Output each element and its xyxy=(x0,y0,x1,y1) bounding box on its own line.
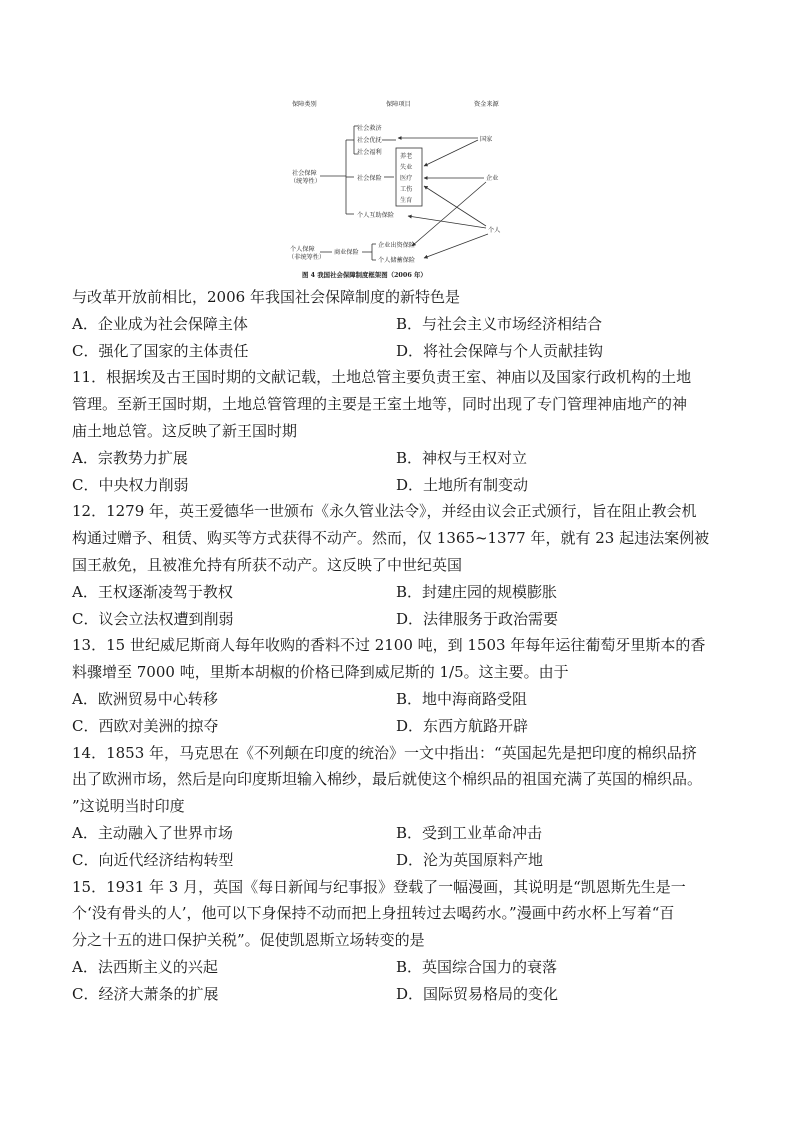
label-social-security-note: （统筹性） xyxy=(290,178,321,185)
q10-options-row-2 xyxy=(72,338,724,365)
q15-option-c: C．经济大萧条的扩展 xyxy=(72,984,219,1003)
q10-stem: 与改革开放前相比，2006 年我国社会保障制度的新特色是 xyxy=(72,288,460,306)
header-item: 保障项目 xyxy=(386,101,411,108)
q14-stem-line-2: 出了欧洲市场，然后是向印度斯坦输入棉纱，最后就使这个棉织品的祖国充满了英国的棉织品。 xyxy=(72,770,703,789)
q15-options-row-2 xyxy=(72,981,724,1008)
q10-option-d: D．将社会保障与个人贡献挂钩 xyxy=(396,341,604,360)
label-unemployment: 失业 xyxy=(400,164,413,171)
q11-stem-line-1: 11．根据埃及古王国时期的文献记载，土地总管主要负责王室、神庙以及国家行政机构的土地 xyxy=(72,368,692,387)
q12-options-row-2 xyxy=(72,606,724,633)
arrow-state-to-insurance xyxy=(424,140,478,166)
header-source: 资金来源 xyxy=(474,101,499,108)
q13-option-b: B．地中海商路受阻 xyxy=(396,689,528,708)
q13-option-d: D．东西方航路开辟 xyxy=(396,716,529,735)
q13-option-c: C．西欧对美洲的掠夺 xyxy=(72,716,219,735)
q14-option-b: B．受到工业革命冲击 xyxy=(396,823,543,842)
label-personal-security-note: （非统筹性） xyxy=(288,254,326,261)
q14-option-d: D．沦为英国原料产地 xyxy=(396,850,544,869)
arrow-individual-to-mutual-aid xyxy=(408,216,486,228)
questions xyxy=(72,284,724,1008)
q13-option-a: A．欧洲贸易中心转移 xyxy=(72,689,218,708)
q10-options-row-1 xyxy=(72,311,724,338)
label-social-relief: 社会救济 xyxy=(357,125,382,132)
q15-stem-line-3: 分之十五的进口保护关税”。促使凯恩斯立场转变的是 xyxy=(72,931,425,950)
label-social-welfare: 社会福利 xyxy=(357,149,382,156)
diagram-svg xyxy=(284,96,514,282)
q13-stem-line-1: 13．15 世纪威尼斯商人每年收购的香料不过 2100 吨，到 1503 年每年运往葡萄牙里斯本的香 xyxy=(72,636,706,655)
q15-stem-line-2: 个‘没有骨头的人’，他可以下身保持不动而把上身扭转过去喝药水。”漫画中药水杯上写着“百 xyxy=(72,904,675,923)
label-enterprise-paid: 企业出资保险 xyxy=(378,242,416,249)
q11-stem-line-2: 管理。至新王国时期，土地总管管理的主要是王室土地等，同时出现了专门管理神庙地产的神 xyxy=(72,395,688,414)
q12-option-d: D．法律服务于政治需要 xyxy=(396,609,559,628)
q12-stem-line-2: 构通过赠予、租赁、购买等方式获得不动产。然而，仅 1365~1377 年，就有 23 起违法案例被 xyxy=(72,529,710,548)
label-social-insurance: 社会保险 xyxy=(357,175,382,182)
q11-option-b: B．神权与王权对立 xyxy=(396,448,528,467)
q15-option-a: A．法西斯主义的兴起 xyxy=(72,957,218,976)
label-personal-savings: 个人储蓄保险 xyxy=(378,257,416,264)
label-commercial-insurance: 商业保险 xyxy=(334,249,359,256)
q14-option-a: A．主动融入了世界市场 xyxy=(72,823,233,842)
q12-stem-line-3: 国王赦免，且被准允持有所获不动产。这反映了中世纪英国 xyxy=(72,555,463,574)
q10-option-c: C．强化了国家的主体责任 xyxy=(72,341,249,360)
q14-options-row-1 xyxy=(72,820,724,847)
q12-stem-line-1: 12．1279 年，英王爱德华一世颁布《永久管业法令》，并经由议会正式颁行，旨在阻止教会机 xyxy=(72,502,697,521)
figure-caption: 图 4 我国社会保障制度框架图（2006 年） xyxy=(302,271,427,279)
q11-stem-line-3: 庙土地总管。这反映了新王国时期 xyxy=(72,421,298,440)
arrow-enterprise-to-commercial xyxy=(412,182,486,246)
label-social-preferential: 社会优抚 xyxy=(357,137,382,144)
q14-options-row-2 xyxy=(72,847,724,874)
q13-options-row-2 xyxy=(72,713,724,740)
q11-option-c: C．中央权力削弱 xyxy=(72,475,189,494)
q13-options-row-1 xyxy=(72,686,724,713)
q13-stem-line-2: 料骤增至 7000 吨，里斯本胡椒的价格已降到威尼斯的 1/5。这主要。由于 xyxy=(72,663,569,682)
label-state: 国家 xyxy=(480,136,493,143)
label-pension: 养老 xyxy=(400,153,413,160)
q12-option-c: C．议会立法权遭到削弱 xyxy=(72,609,234,628)
q14-stem-line-1: 14．1853 年，马克思在《不列颠在印度的统治》一文中指出：“英国起先是把印度的棉织品挤 xyxy=(72,743,697,762)
q15-option-d: D．国际贸易格局的变化 xyxy=(396,984,559,1003)
q11-options-row-2 xyxy=(72,472,724,499)
q12-option-b: B．封建庄园的规模膨胀 xyxy=(396,582,558,601)
label-work-injury: 工伤 xyxy=(400,186,413,193)
q11-option-d: D．土地所有制变动 xyxy=(396,475,529,494)
label-personal-security: 个人保障 xyxy=(290,246,315,253)
label-mutual-aid: 个人互助保险 xyxy=(357,212,395,219)
q15-option-b: B．英国综合国力的衰落 xyxy=(396,957,558,976)
label-medical: 医疗 xyxy=(400,175,413,182)
q14-stem-line-3: ”这说明当时印度 xyxy=(72,797,185,816)
q11-option-a: A．宗教势力扩展 xyxy=(72,448,188,467)
label-social-security: 社会保障 xyxy=(292,170,317,177)
q14-option-c: C．向近代经济结构转型 xyxy=(72,850,234,869)
q12-option-a: A．王权逐渐凌驾于教权 xyxy=(72,582,233,601)
q10-option-b: B．与社会主义市场经济相结合 xyxy=(396,314,603,333)
label-maternity: 生育 xyxy=(400,197,413,204)
label-enterprise: 企业 xyxy=(486,175,499,182)
header-category: 保障类别 xyxy=(292,101,317,108)
social-security-framework-diagram xyxy=(284,96,514,282)
q11-options-row-1 xyxy=(72,445,724,472)
q10-option-a: A．企业成为社会保障主体 xyxy=(72,314,248,333)
label-individual: 个人 xyxy=(488,227,501,234)
arrow-individual-to-savings xyxy=(424,234,488,258)
q15-options-row-1 xyxy=(72,954,724,981)
q12-options-row-1 xyxy=(72,579,724,606)
q15-stem-line-1: 15．1931 年 3 月，英国《每日新闻与纪事报》登载了一幅漫画，其说明是“凯恩斯先生是一 xyxy=(72,877,686,896)
